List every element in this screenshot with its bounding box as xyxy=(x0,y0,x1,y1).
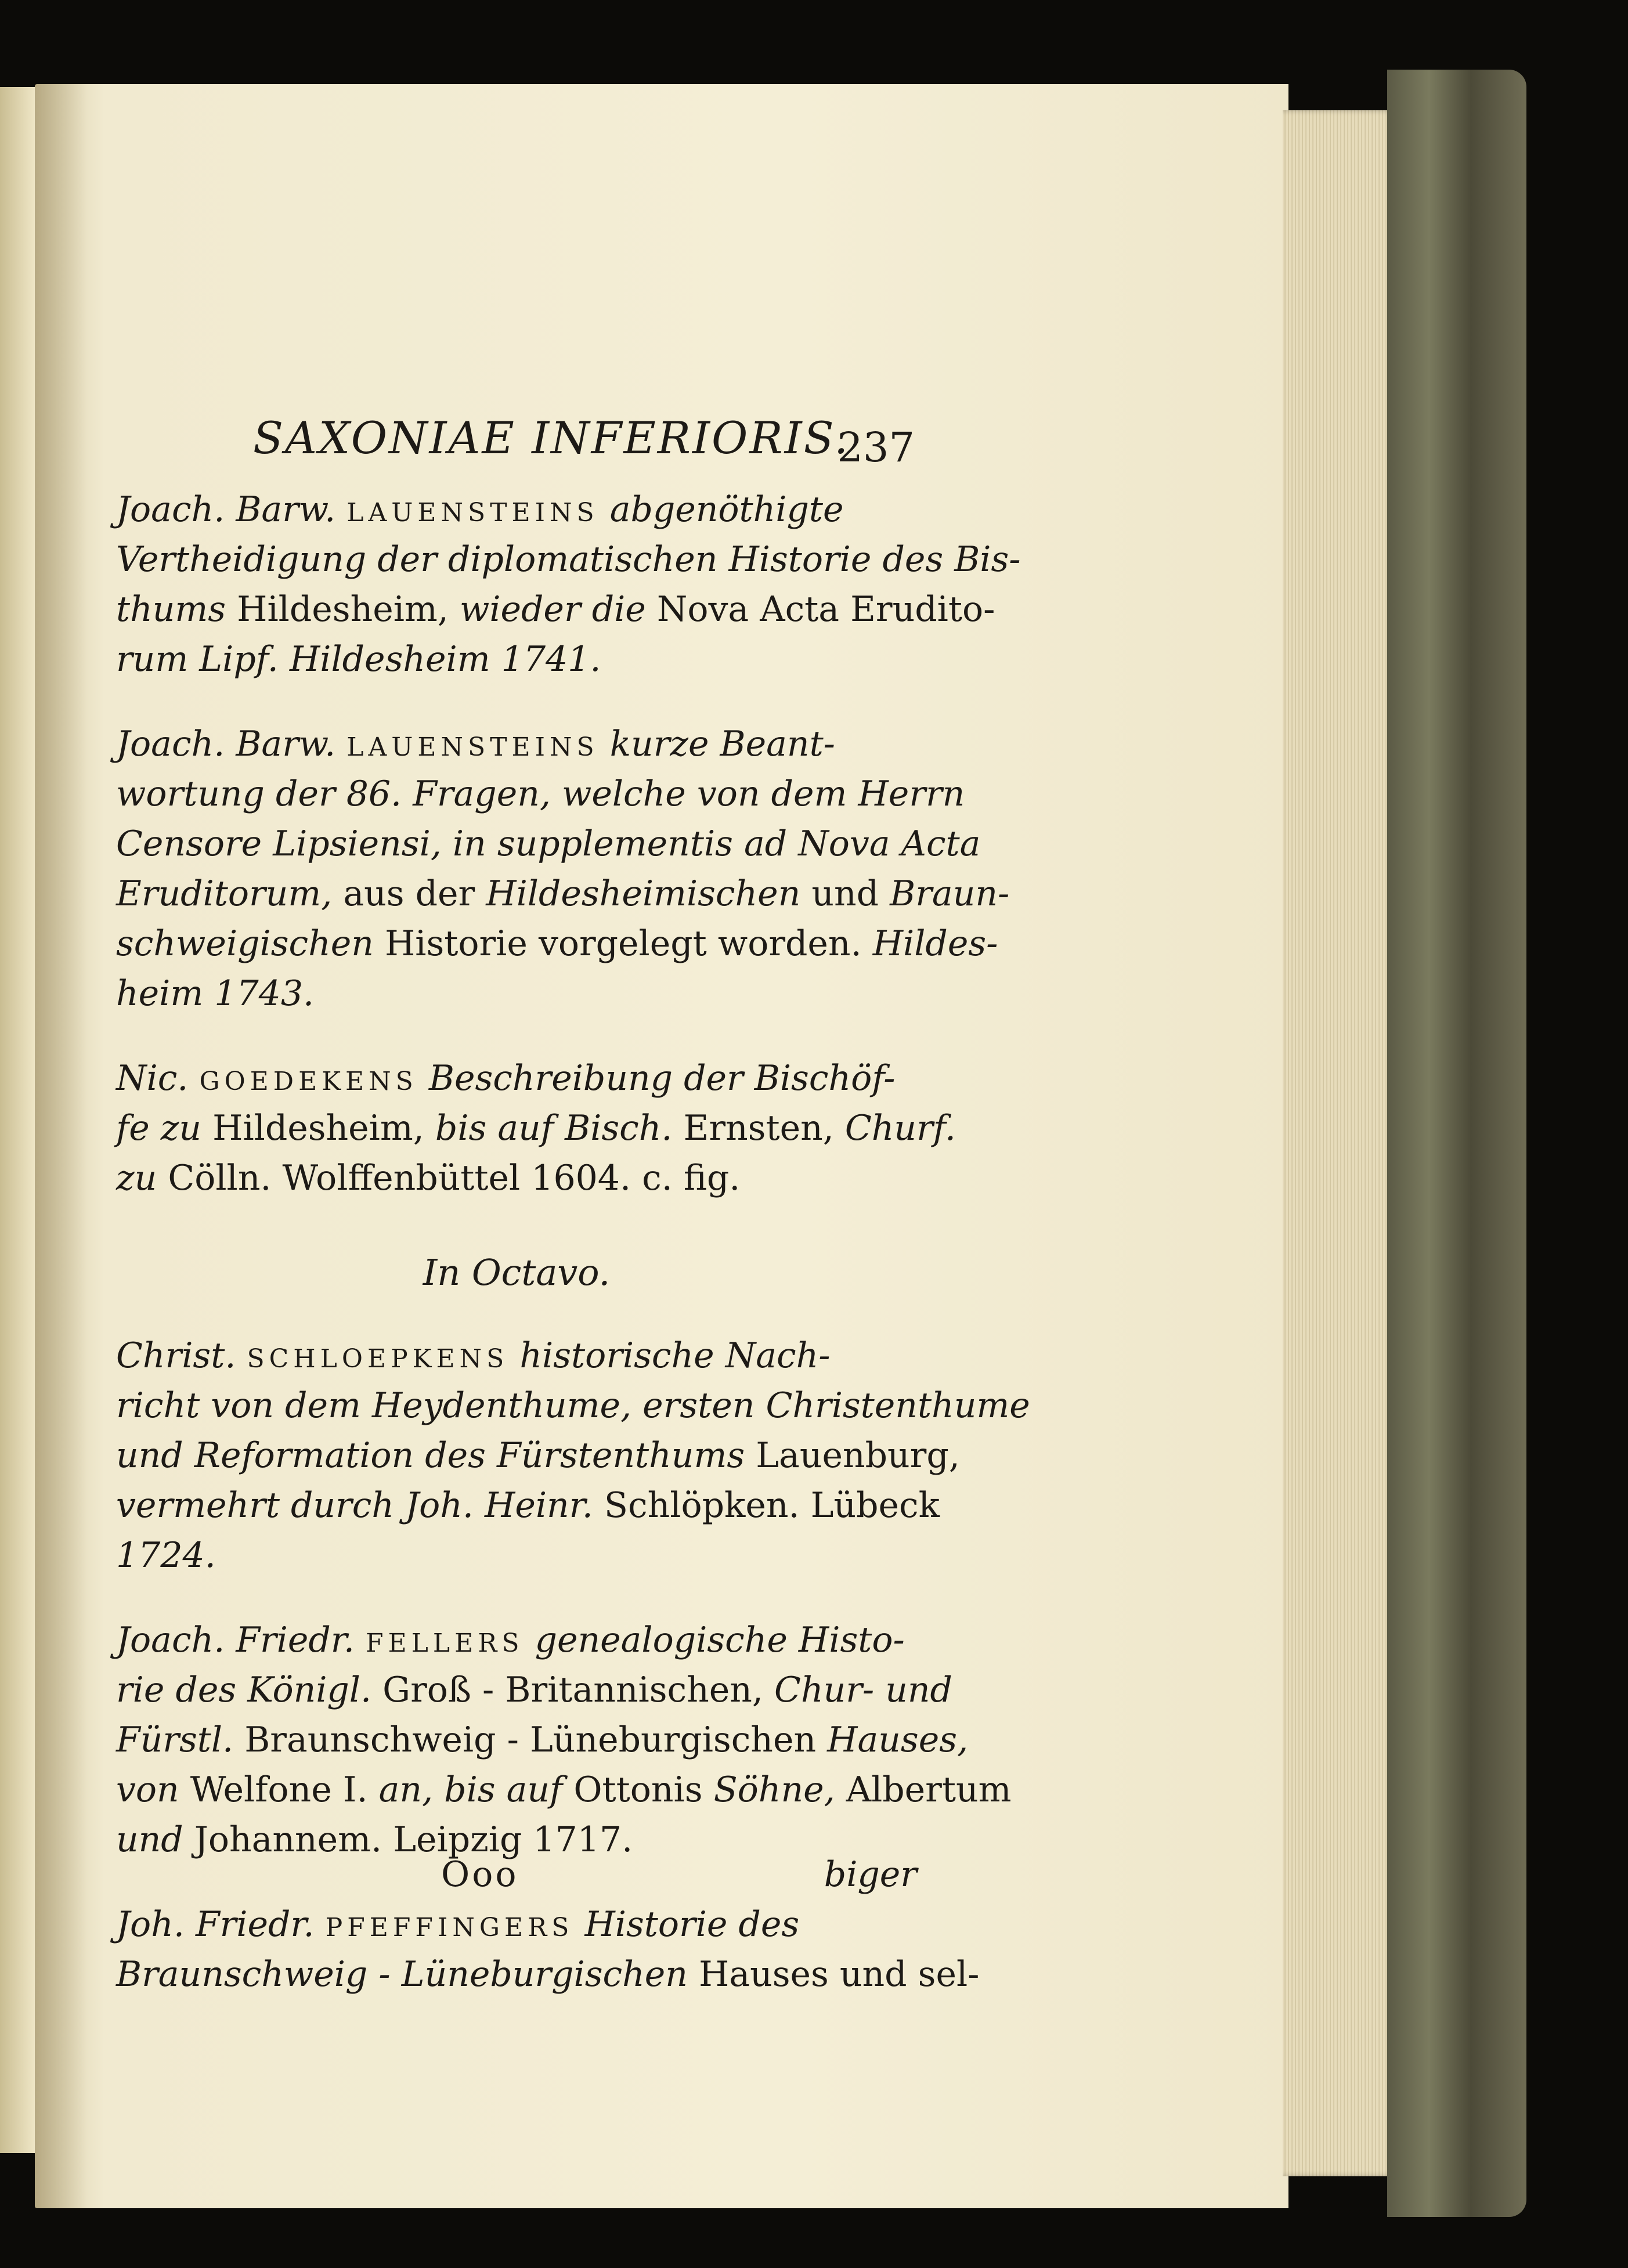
text-segment: zu xyxy=(116,1158,157,1198)
bibliography-entry xyxy=(116,719,1010,1019)
text-segment: Groß - Britannischen, xyxy=(371,1670,775,1710)
text-segment: und xyxy=(116,1819,183,1860)
section-heading: In Octavo. xyxy=(423,1251,611,1294)
text-segment: Nova Acta Erudito- xyxy=(645,589,995,630)
text-segment: und xyxy=(811,873,879,914)
text-segment: 1724. xyxy=(116,1535,216,1576)
page-footer xyxy=(116,1854,917,1904)
entry-line xyxy=(116,719,917,769)
text-segment: SCHLOEPKENS xyxy=(247,1344,509,1374)
text-segment: schweigischen xyxy=(116,923,385,964)
quarto-entries xyxy=(116,485,1021,1203)
text-segment: Christ. xyxy=(116,1335,236,1376)
text-segment: Joach. Friedr. xyxy=(116,1620,355,1660)
text-segment: Churf. xyxy=(844,1108,956,1149)
text-segment: Lauenburg, xyxy=(745,1435,960,1476)
text-segment xyxy=(524,1620,535,1660)
text-segment: Hildesheim, xyxy=(201,1108,435,1149)
book-cover xyxy=(1387,70,1526,2217)
text-segment: Historie vorgelegt worden. xyxy=(384,923,862,964)
text-segment: Braunschweig - Lüneburgischen xyxy=(116,1954,699,1995)
text-segment xyxy=(573,1904,584,1945)
text-segment: LAUENSTEINS xyxy=(346,498,599,528)
entry-line xyxy=(116,1665,952,1715)
entry-line xyxy=(116,919,998,969)
text-segment xyxy=(315,1904,326,1945)
text-segment: Joach. Barw. xyxy=(116,489,336,530)
bibliography-entry xyxy=(116,1331,1030,1580)
text-segment xyxy=(188,1058,199,1099)
page-number: 237 xyxy=(837,424,915,471)
text-segment: PFEFFINGERS xyxy=(325,1913,574,1942)
text-segment: Hildesheimischen xyxy=(475,873,812,914)
text-segment: Schlöpken. Lübeck xyxy=(593,1485,940,1526)
text-segment: Braun- xyxy=(879,873,1010,914)
entry-line xyxy=(116,819,981,869)
entry-line xyxy=(116,1949,980,1999)
entry-line xyxy=(116,1899,917,1949)
text-segment: abgenöthigte xyxy=(609,489,844,530)
entry-line xyxy=(116,1715,969,1765)
page-gutter-shadow xyxy=(35,84,87,2208)
entry-line xyxy=(116,1615,917,1665)
text-segment: und Reformation des Fürstenthums xyxy=(116,1435,745,1476)
text-segment: wieder die xyxy=(459,589,646,630)
page-body xyxy=(116,485,1030,2034)
entry-line xyxy=(116,1765,1012,1815)
text-segment: aus der xyxy=(343,873,475,914)
facing-page-edge xyxy=(0,87,35,2153)
text-segment: von xyxy=(116,1769,179,1810)
text-segment: kurze Beant- xyxy=(609,724,835,764)
entry-line xyxy=(116,1103,956,1153)
text-segment: Ottonis xyxy=(562,1769,714,1810)
entry-line xyxy=(116,1530,917,1580)
text-segment: fe zu xyxy=(116,1108,202,1149)
entry-line xyxy=(116,535,1021,584)
bibliography-entry xyxy=(116,1615,1012,1865)
text-segment: Nic. xyxy=(116,1058,189,1099)
entry-line xyxy=(116,1053,917,1103)
text-segment xyxy=(335,489,346,530)
running-title: SAXONIAE INFERIORIS. xyxy=(253,412,850,464)
page-edges xyxy=(1283,110,1399,2176)
entry-line xyxy=(116,485,917,535)
entry-line xyxy=(116,634,917,684)
text-segment: historische Nach- xyxy=(519,1335,831,1376)
text-segment: richt von dem Heydenthume, ersten Christenthume xyxy=(116,1385,1030,1426)
text-segment: vermehrt durch Joh. Heinr. xyxy=(116,1485,593,1526)
text-segment xyxy=(236,1335,247,1376)
text-segment xyxy=(335,724,346,764)
text-segment: Fürstl. xyxy=(116,1720,234,1760)
text-segment: wortung der 86. Fragen, welche von dem Herrn xyxy=(116,774,965,814)
entry-line xyxy=(116,584,995,634)
text-segment: LAUENSTEINS xyxy=(346,732,599,762)
entry-line xyxy=(116,969,917,1019)
text-segment: Eruditorum, xyxy=(116,873,344,914)
text-segment xyxy=(355,1620,366,1660)
text-segment: Cölln. Wolffenbüttel 1604. c. fig. xyxy=(157,1158,741,1198)
bibliography-entry xyxy=(116,1053,956,1203)
text-segment: thums xyxy=(116,589,226,630)
text-segment: Hildesheim, xyxy=(226,589,460,630)
text-segment: Vertheidigung der diplomatischen Historie des Bis- xyxy=(116,539,1021,580)
catchword: biger xyxy=(824,1854,917,1895)
text-segment: Braunschweig - Lüneburgischen xyxy=(233,1720,828,1760)
text-segment: rie des Königl. xyxy=(116,1670,372,1710)
text-segment: Chur- und xyxy=(774,1670,952,1710)
entry-line xyxy=(116,1431,960,1480)
entry-line xyxy=(116,1480,940,1530)
text-segment: FELLERS xyxy=(366,1628,524,1658)
text-segment: Hildes- xyxy=(861,923,998,964)
entry-line xyxy=(116,869,1010,919)
text-segment: Beschreibung der Bischöf- xyxy=(428,1058,896,1099)
text-segment: Welfone I. xyxy=(179,1769,379,1810)
page-header xyxy=(253,412,915,470)
text-segment: rum Lipf. Hildesheim 1741. xyxy=(116,639,601,680)
text-segment: Söhne, xyxy=(713,1769,835,1810)
text-segment: Censore Lipsiensi, in supplementis ad Nova Acta xyxy=(116,824,981,864)
text-segment: bis auf Bisch. xyxy=(435,1108,673,1149)
text-segment: Joach. Barw. xyxy=(116,724,336,764)
text-segment: GOEDEKENS xyxy=(199,1067,418,1096)
text-segment xyxy=(599,489,610,530)
entry-line xyxy=(116,1381,1030,1431)
bibliography-entry xyxy=(116,485,1021,684)
entry-line xyxy=(116,1153,917,1203)
text-segment: Historie des xyxy=(584,1904,800,1945)
entry-line xyxy=(116,1331,917,1381)
bibliography-entry xyxy=(116,1899,980,1999)
text-segment xyxy=(508,1335,519,1376)
text-segment xyxy=(599,724,610,764)
text-segment: Hauses und sel- xyxy=(698,1954,980,1995)
text-segment: Albertum xyxy=(835,1769,1012,1810)
text-segment: Hauses, xyxy=(827,1720,969,1760)
text-segment: genealogische Histo- xyxy=(535,1620,905,1660)
text-segment: Johannem. Leipzig 1717. xyxy=(183,1819,633,1860)
text-segment: an, bis auf xyxy=(378,1769,563,1810)
text-segment xyxy=(418,1058,429,1099)
entry-line xyxy=(116,769,965,819)
text-segment: Joh. Friedr. xyxy=(116,1904,315,1945)
signature-mark: Ooo xyxy=(441,1854,519,1895)
text-segment: Ernsten, xyxy=(672,1108,845,1149)
text-segment: heim 1743. xyxy=(116,973,315,1014)
